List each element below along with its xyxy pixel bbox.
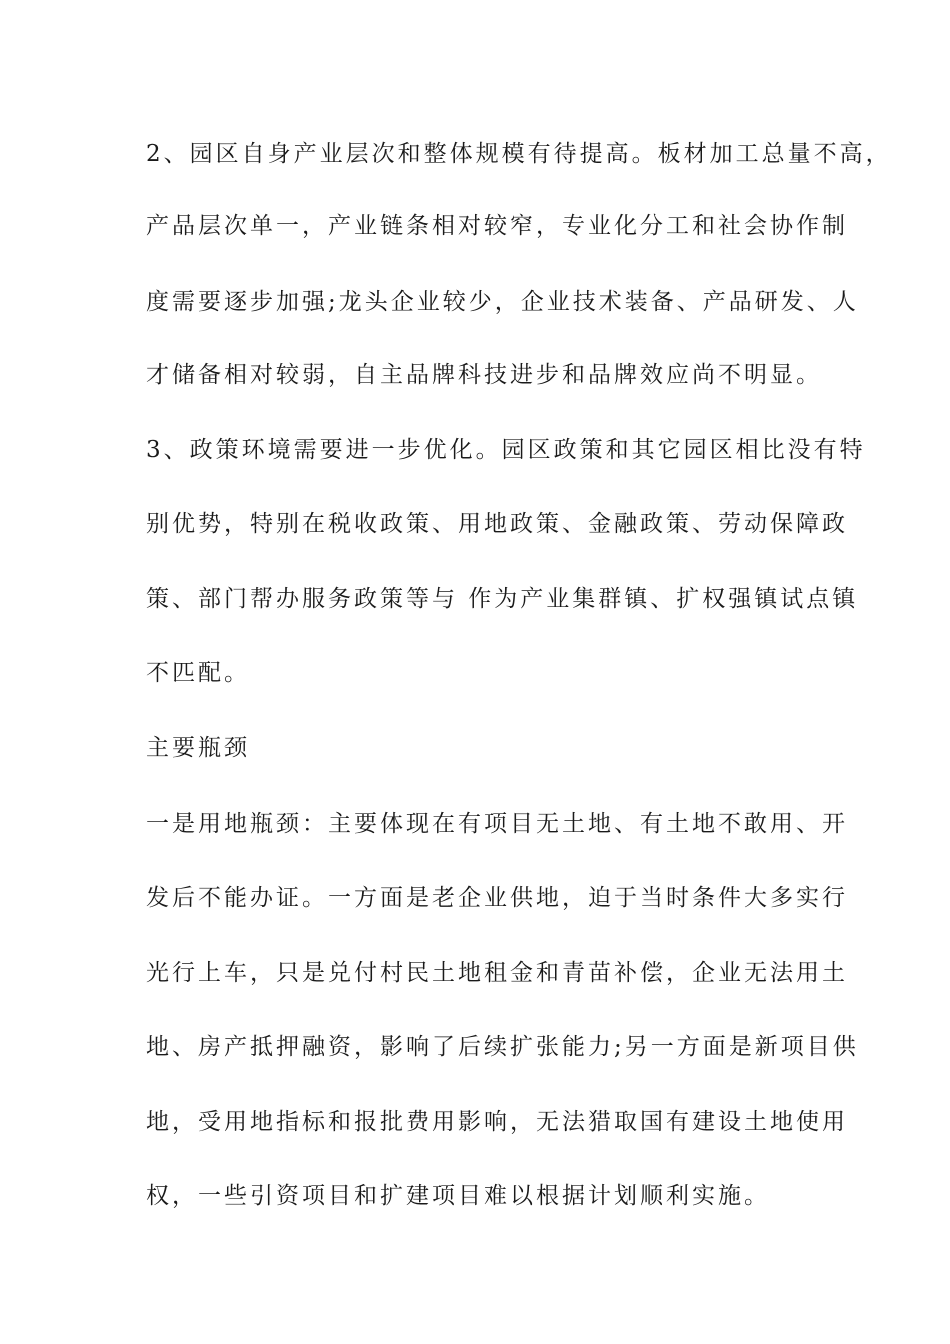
- text-line-5: 3、政策环境需要进一步优化。园区政策和其它园区相比没有特: [146, 437, 866, 463]
- text-line-1: 2、园区自身产业层次和整体规模有待提高。板材加工总量不高，: [146, 141, 892, 167]
- text-line-4: 才储备相对较弱，自主品牌科技进步和品牌效应尚不明显。: [146, 362, 822, 388]
- text-line-10: 一是用地瓶颈：主要体现在有项目无土地、有土地不敢用、开: [146, 811, 848, 837]
- text-line-2: 产品层次单一，产业链条相对较窄，专业化分工和社会协作制: [146, 213, 848, 239]
- text-line-13: 地、房产抵押融资，影响了后续扩张能力;另一方面是新项目供: [146, 1034, 859, 1060]
- text-line-8: 不匹配。: [146, 660, 250, 686]
- section-heading: 主要瓶颈: [146, 735, 250, 761]
- text-line-7: 策、部门帮办服务政策等与 作为产业集群镇、扩权强镇试点镇: [146, 586, 859, 612]
- text-line-12: 光行上车，只是兑付村民土地租金和青苗补偿，企业无法用土: [146, 960, 848, 986]
- text-line-11: 发后不能办证。一方面是老企业供地，迫于当时条件大多实行: [146, 885, 848, 911]
- text-line-15: 权，一些引资项目和扩建项目难以根据计划顺利实施。: [146, 1183, 770, 1209]
- text-line-14: 地，受用地指标和报批费用影响，无法猎取国有建设土地使用: [146, 1109, 848, 1135]
- text-line-3: 度需要逐步加强;龙头企业较少，企业技术装备、产品研发、人: [146, 289, 859, 315]
- text-line-6: 别优势，特别在税收政策、用地政策、金融政策、劳动保障政: [146, 511, 848, 537]
